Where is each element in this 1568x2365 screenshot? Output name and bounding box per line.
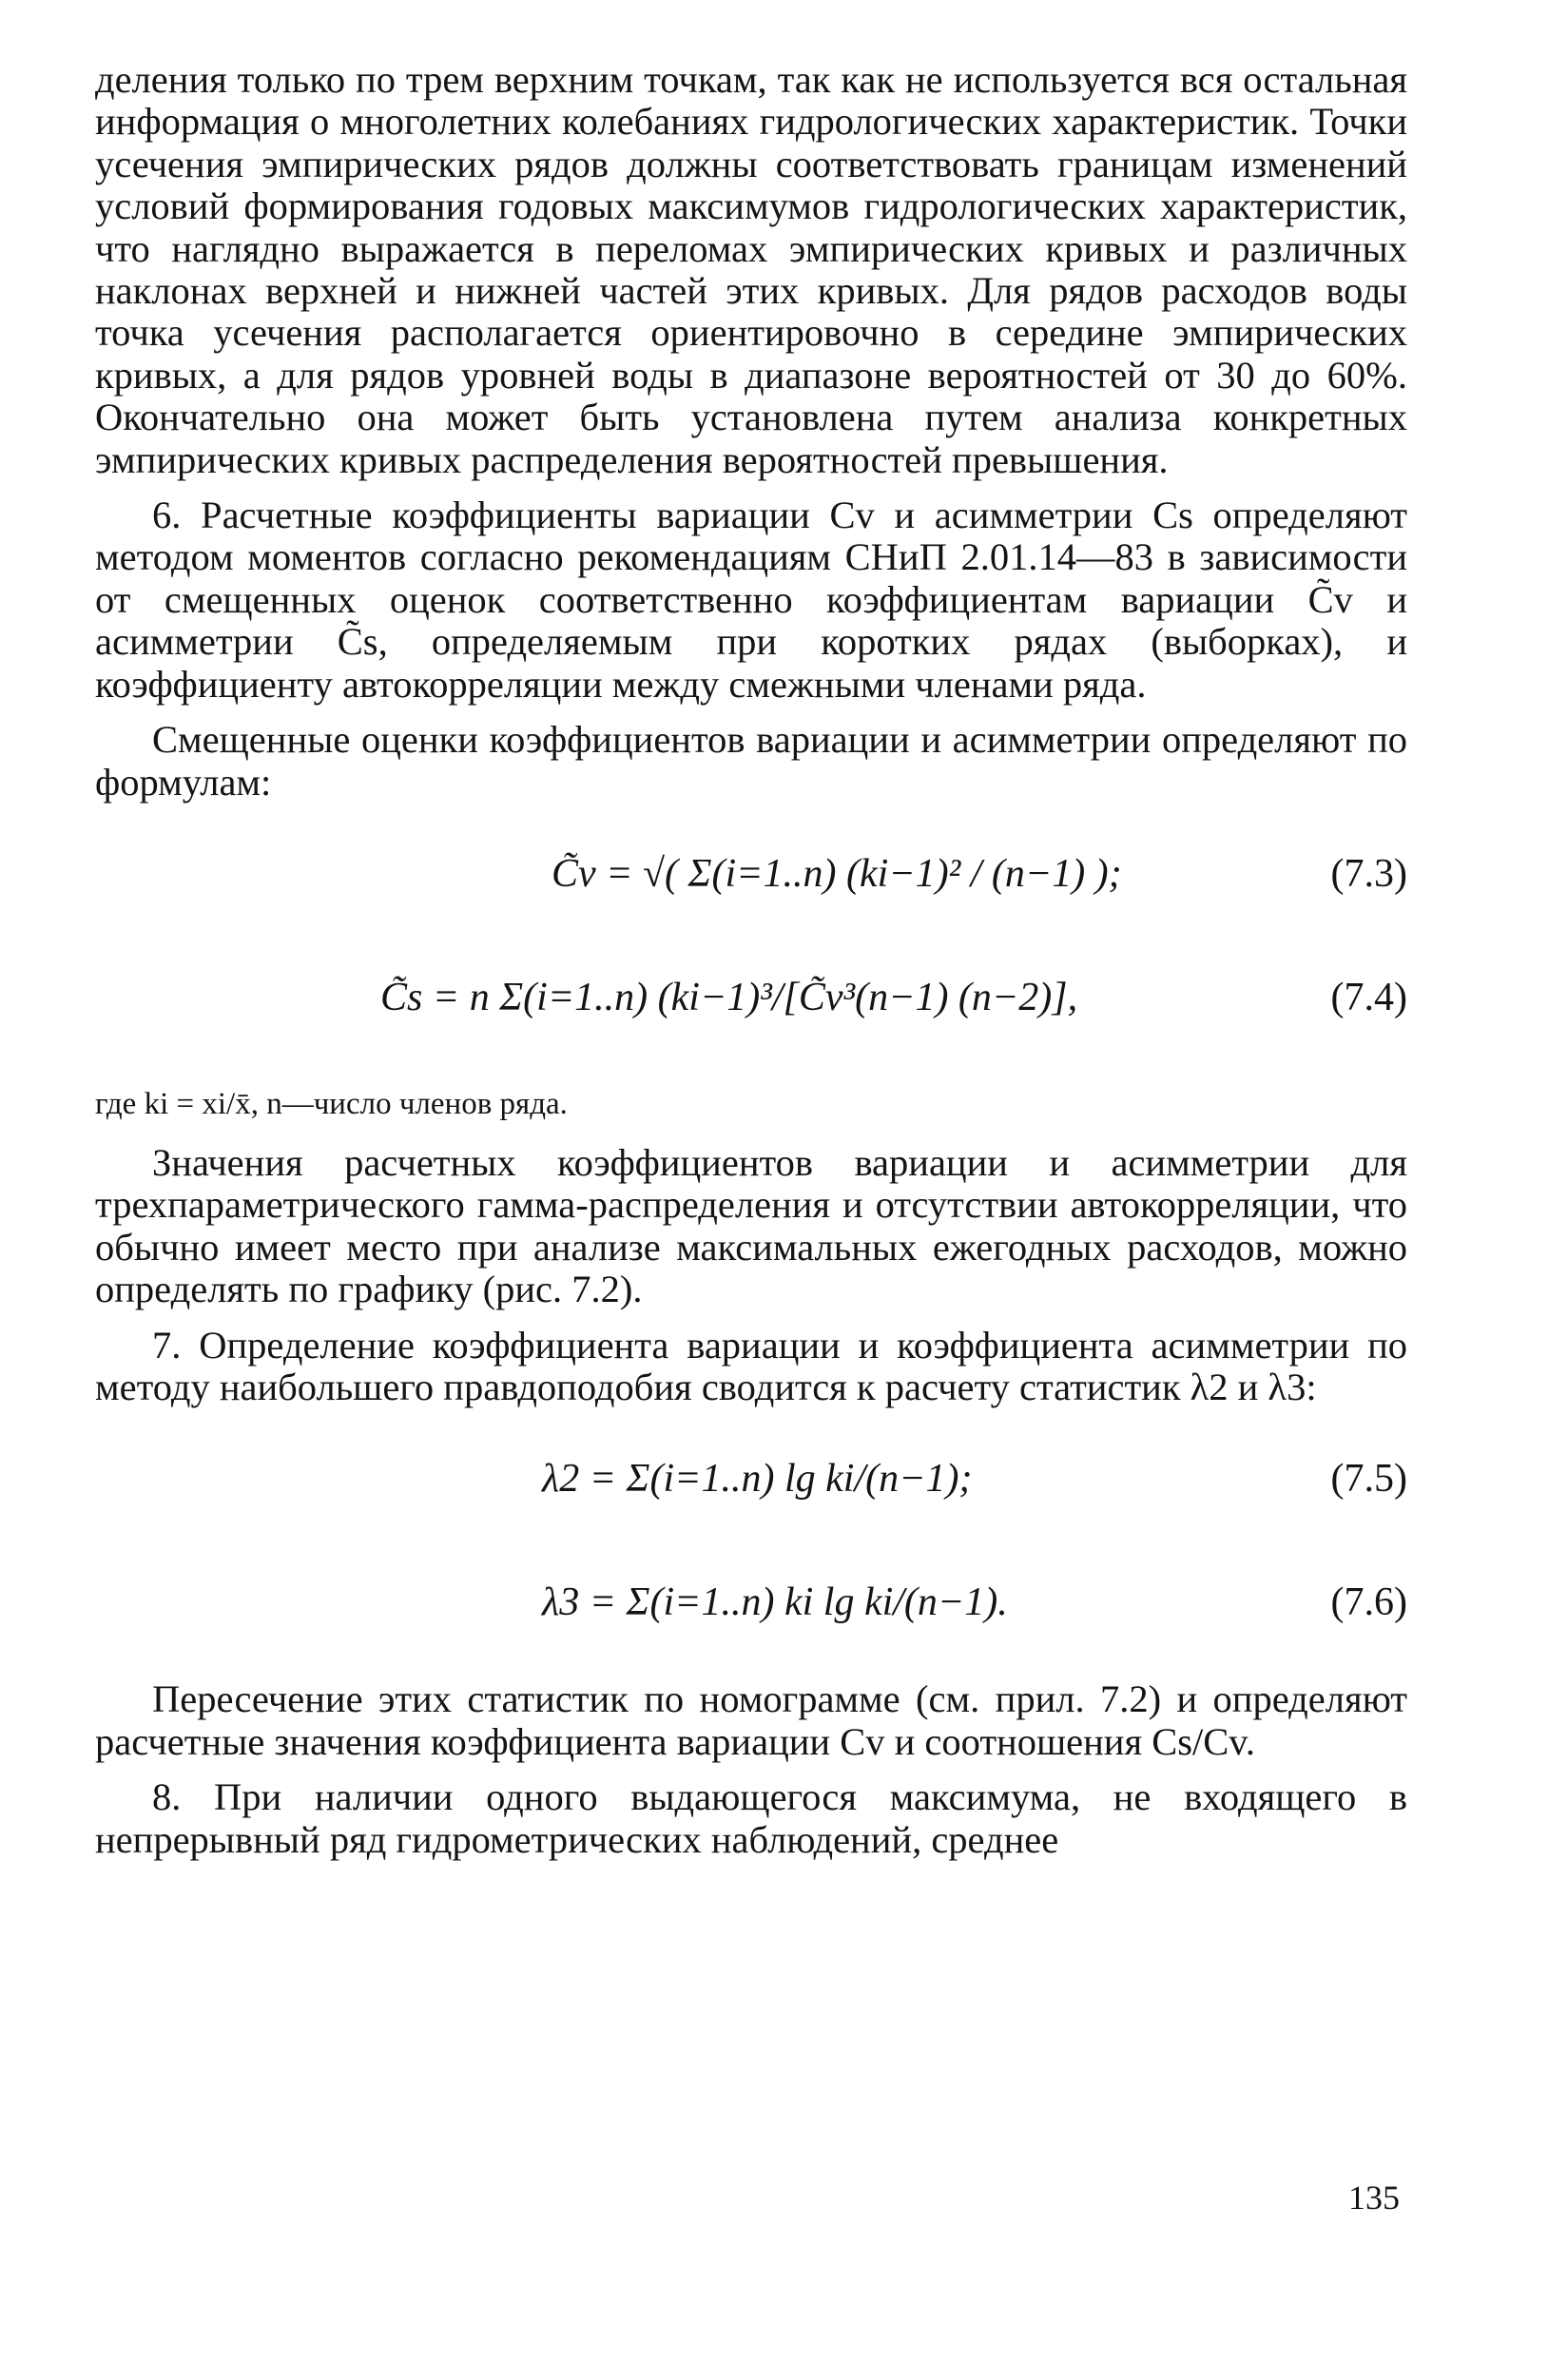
formula-7-5-number: (7.5): [1330, 1457, 1407, 1502]
formula-where-note: где ki = xi/x̄, n—число членов ряда.: [95, 1086, 568, 1121]
paragraph-item-8: 8. При наличии одного выдающегося максимума, не входящего в непрерывный ряд гидрометрических наблюдений, среднее: [95, 1775, 1407, 1861]
formula-7-5: [95, 1418, 1407, 1541]
formula-7-3-expression: C̃v = √( Σ(i=1..n) (ki−1)² / (n−1) );: [552, 851, 1122, 896]
paragraph-formulas-intro: Смещенные оценки коэффициентов вариации и асимметрии определяют по формулам:: [95, 718, 1407, 804]
paragraph-item-7: 7. Определение коэффициента вариации и коэффициента асимметрии по методу наибольшего правдоподобия сводится к расчету статистик λ2 и λ3:: [95, 1323, 1407, 1408]
formula-7-5-expression: λ2 = Σ(i=1..n) lg ki/(n−1);: [542, 1457, 973, 1502]
page-body: [95, 59, 1407, 1861]
formula-7-4: [95, 937, 1407, 1051]
paragraph-item-6: 6. Расчетные коэффициенты вариации Cv и асимметрии Cs определяют методом моментов согласно рекомендациям СНиП 2.01.14—83 в зависимости от смещенных оценок соответственно коэффициентам вариации C̃v и асимметрии C̃s, определяемым при коротких рядах (выборках), и коэффициенту автокорреляции между смежными членами ряда.: [95, 494, 1407, 706]
formula-7-3-number: (7.3): [1330, 851, 1407, 896]
page-number: 135: [1348, 2179, 1400, 2217]
formula-7-3: [95, 813, 1407, 937]
formula-7-6: [95, 1541, 1407, 1665]
paragraph-values: Значения расчетных коэффициентов вариации и асимметрии для трехпараметрического гамма-распределения и отсутствии автокорреляции, что обычно имеет место при анализе максимальных ежегодных расходов, можно определять по графику (рис. 7.2).: [95, 1140, 1407, 1311]
formula-7-6-expression: λ3 = Σ(i=1..n) ki lg ki/(n−1).: [542, 1580, 1008, 1625]
formula-7-4-number: (7.4): [1330, 975, 1407, 1019]
paragraph-intro: деления только по трем верхним точкам, так как не используется вся остальная информация о многолетних колебаниях гидрологических характеристик. Точки усечения эмпирических рядов должны соответствовать границам изменений условий формирования годовых максимумов гидрологических характеристик, что наглядно выражается в переломах эмпирических кривых и различных наклонах верхней и нижней частей этих кривых. Для рядов расходов воды точка усечения располагается ориентировочно в середине эмпирических кривых, а для рядов уровней воды в диапазоне вероятностей от 30 до 60%. Окончательно она может быть установлена путем анализа конкретных эмпирических кривых распределения вероятностей превышения.: [95, 58, 1407, 481]
formula-7-4-expression: C̃s = n Σ(i=1..n) (ki−1)³/[C̃v³(n−1) (n−2)],: [380, 975, 1078, 1019]
formula-7-6-number: (7.6): [1330, 1580, 1407, 1625]
paragraph-intersection: Пересечение этих статистик по номограмме (см. прил. 7.2) и определяют расчетные значения коэффициента вариации Cv и соотношения Cs/Cv.: [95, 1677, 1407, 1763]
